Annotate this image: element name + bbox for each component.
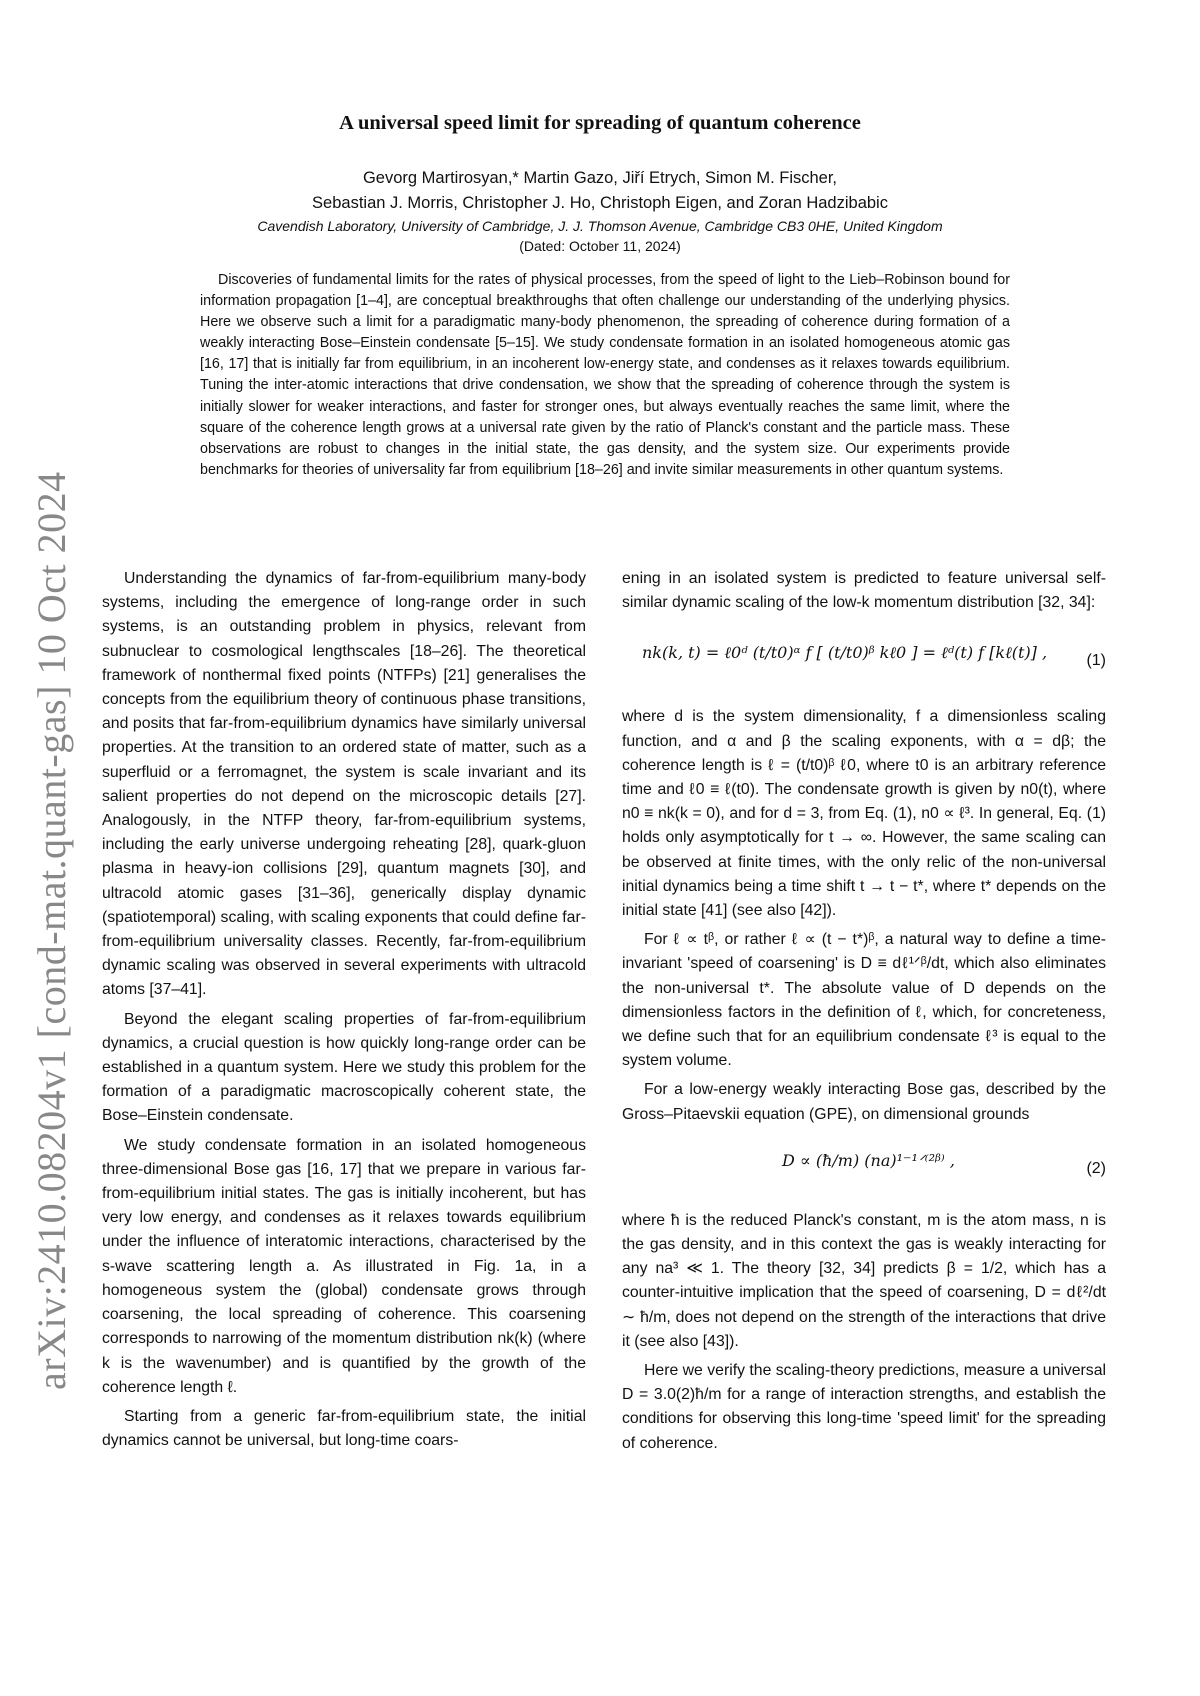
- paragraph: For ℓ ∝ tᵝ, or rather ℓ ∝ (t − t*)ᵝ, a natural way to define a time-invariant 'speed of coarsening' is D ≡ dℓ¹ᐟᵝ/dt, which also eliminates the non-universal t*. The absolute value of D depends on the dimensionless factors in the definition of ℓ, which, for concreteness, we define such that for an equilibrium condensate ℓ³ is equal to the system volume.: [622, 931, 1106, 1070]
- paragraph: where ħ is the reduced Planck's constant, m is the atom mass, n is the gas density, and in this context the gas is weakly interacting for any na³ ≪ 1. The theory [32, 34] predicts β = 1/2, which has a counter-intuitive implication that the speed of coarsening, D = dℓ²/dt ∼ ħ/m, does not depend on the strength of the interactions that drive it (see also [43]).: [622, 1211, 1106, 1350]
- equation-2: [622, 1135, 1106, 1203]
- equation-1-body: nk(k, t) = ℓ0ᵈ (t/t0)ᵅ f [ (t/t0)ᵝ kℓ0 ] = ℓᵈ(t) f [kℓ(t)] ,: [642, 643, 1048, 663]
- paragraph: Beyond the elegant scaling properties of far-from-equilibrium dynamics, a crucial question is how quickly long-range order can be established in a quantum system. Here we study this problem for the formation of a paradigmatic macroscopically coherent state, the Bose–Einstein condensate.: [102, 1010, 586, 1125]
- equation-2-number: (2): [1086, 1159, 1106, 1177]
- equation-1: [622, 623, 1106, 699]
- affiliation: Cavendish Laboratory, University of Cambridge, J. J. Thomson Avenue, Cambridge CB3 0HE, United Kingdom: [257, 218, 943, 234]
- equation-1-number: (1): [1086, 652, 1106, 670]
- authors-line-1: Gevorg Martirosyan,* Martin Gazo, Jiří Etrych, Simon M. Fischer,: [362, 169, 838, 187]
- paper-title: A universal speed limit for spreading of quantum coherence: [339, 112, 861, 134]
- paragraph: where d is the system dimensionality, f a dimensionless scaling function, and α and β the scaling exponents, with α = dβ; the coherence length is ℓ = (t/t0)ᵝ ℓ0, where t0 is an arbitrary reference time and ℓ0 ≡ ℓ(t0). The condensate growth is given by n0(t), where n0 ≡ nk(k = 0), and for d = 3, from Eq. (1), n0 ∝ ℓ³. In general, Eq. (1) holds only asymptotically for t → ∞. However, the same scaling can be observed at finite times, with the only relic of the non-universal initial dynamics being a time shift t → t − t*, where t* depends on the initial state [41] (see also [42]).: [622, 708, 1106, 920]
- paragraph: Starting from a generic far-from-equilibrium state, the initial dynamics cannot be universal, but long-time coars-: [102, 1407, 586, 1450]
- paragraph: ening in an isolated system is predicted to feature universal self-similar dynamic scaling of the low-k momentum distribution [32, 34]:: [622, 570, 1106, 612]
- authors-line-2: Sebastian J. Morris, Christopher J. Ho, Christoph Eigen, and Zoran Hadzibabic: [312, 194, 888, 212]
- left-column: [102, 567, 586, 1458]
- date-line: (Dated: October 11, 2024): [519, 238, 681, 254]
- paragraph: For a low-energy weakly interacting Bose gas, described by the Gross–Pitaevskii equation (GPE), on dimensional grounds: [622, 1081, 1106, 1123]
- author-list: [0, 166, 1200, 216]
- paragraph: Here we verify the scaling-theory predictions, measure a universal D = 3.0(2)ħ/m for a range of interaction strengths, and establish the conditions for observing this long-time 'speed limit' for the spreading of coherence.: [622, 1362, 1106, 1452]
- abstract: Discoveries of fundamental limits for the rates of physical processes, from the speed of light to the Lieb–Robinson bound for information propagation [1–4], are conceptual breakthroughs that often challenge our understanding of the underlying physics. Here we observe such a limit for a paradigmatic many-body phenomenon, the spreading of coherence during formation of a weakly interacting Bose–Einstein condensate [5–15]. We study condensate formation in an isolated homogeneous atomic gas [16, 17] that is initially far from equilibrium, in an incoherent low-energy state, and condenses as it relaxes towards equilibrium. Tuning the inter-atomic interactions that drive condensation, we show that the spreading of coherence through the system is initially slower for weaker interactions, and faster for stronger ones, but always eventually reaches the same limit, where the square of the coherence length grows at a universal rate given by the ratio of Planck's constant and the particle mass. These observations are robust to changes in the initial state, the gas density, and the system size. Our experiments provide benchmarks for theories of universality far from equilibrium [18–26] and invite similar measurements in other quantum systems.: [200, 272, 1010, 478]
- equation-2-body: D ∝ (ħ/m) (na)¹⁻¹ᐟ⁽²ᵝ⁾ ,: [782, 1150, 955, 1170]
- right-column: [622, 567, 1106, 1461]
- arxiv-identifier: arXiv:2410.08204v1 [cond-mat.quant-gas] 10 Oct 2024: [29, 471, 74, 1390]
- paragraph: We study condensate formation in an isolated homogeneous three-dimensional Bose gas [16, 17] that we prepare in various far-from-equilibrium initial states. The gas is initially incoherent, but has very low energy, and condenses as it relaxes towards equilibrium under the influence of interatomic interactions, characterised by the s-wave scattering length a. As illustrated in Fig. 1a, in a homogeneous system the (global) condensate grows through coarsening, the local spreading of coherence. This coarsening corresponds to narrowing of the momentum distribution nk(k) (where k is the wavenumber) and is quantified by the growth of the coherence length ℓ.: [102, 1136, 586, 1396]
- paragraph: Understanding the dynamics of far-from-equilibrium many-body systems, including the emergence of long-range order in such systems, is an outstanding problem in physics, relevant from subnuclear to cosmological lengthscales [18–26]. The theoretical framework of nonthermal fixed points (NTFPs) [21] generalises the concepts from the equilibrium theory of continuous phase transitions, and posits that far-from-equilibrium dynamics have similarly universal properties. At the transition to an ordered state of matter, such as a superfluid or a ferromagnet, the system is scale invariant and its salient properties do not depend on the microscopic details [27]. Analogously, in the NTFP theory, far-from-equilibrium systems, including the early universe undergoing reheating [28], quark-gluon plasma in heavy-ion collisions [29], quantum magnets [30], and ultracold atomic gases [31–36], generically display dynamic (spatiotemporal) scaling, with scaling exponents that could define far-from-equilibrium universality classes. Recently, far-from-equilibrium dynamic scaling was observed in several experiments with ultracold atoms [37–41].: [102, 570, 586, 999]
